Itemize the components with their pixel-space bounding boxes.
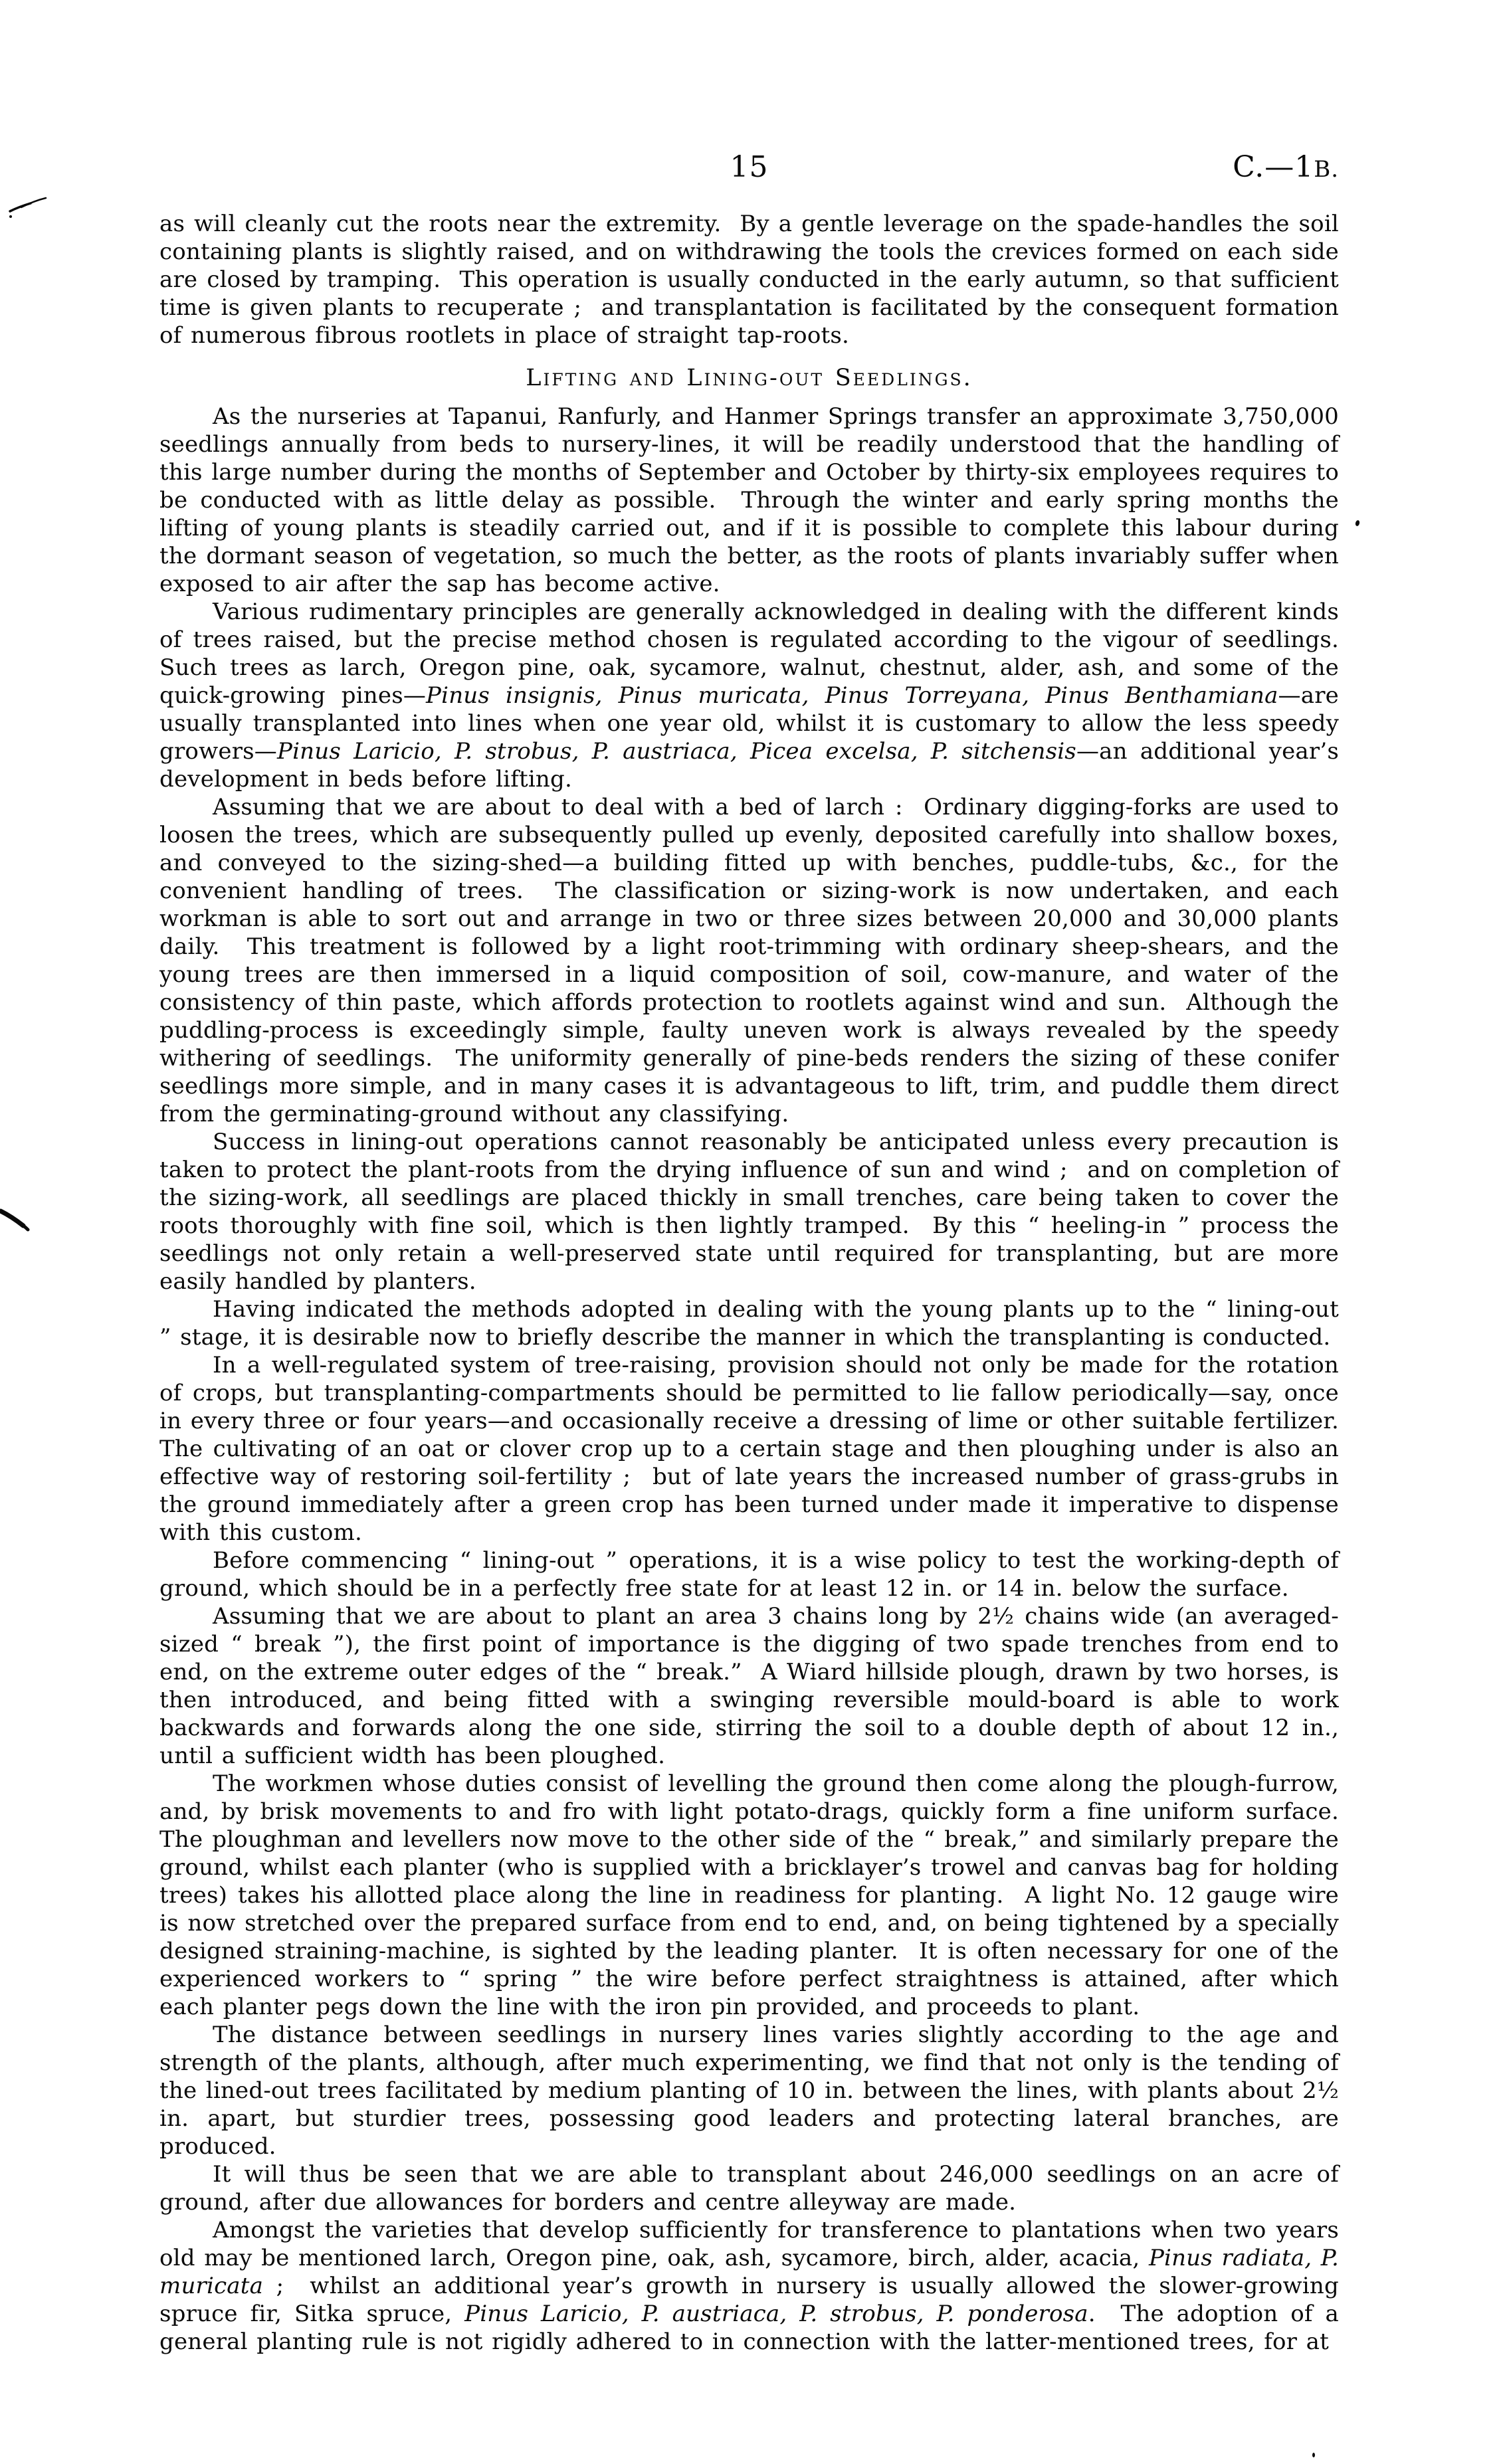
text-run: Success in lining-out operations cannot reasonably be anticipated unless every precaution is taken to protect the plant-roots from the drying influence of sun and wind ; and on completion of the sizing-work, all seedlings are placed thickly in small trenches, care being taken to cover the roots thoroughly with fine soil, which is then lightly tramped. By this “ heeling-in ” process the seedlings not only retain a well-preserved state until required for transplanting, but are more easily handled by planters.	[159, 1129, 1348, 1295]
text-run: As the nurseries at Tapanui, Ranfurly, and Hanmer Springs transfer an approximate 3,750,000 seedlings annually from beds to nursery-lines, it will be readily understood that the handling of this large number during the months of September and October by thirty-six employees requires to be conducted with as little delay as possible. Through the winter and early spring months the lifting of young plants is steadily carried out, and if it is possible to complete this labour during the dormant season of vegetation, so much the better, as the roots of plants invariably suffer when exposed to air after the sap has become active.	[159, 403, 1348, 597]
paragraph-nurseries-transfer	[159, 403, 1348, 598]
text-run: Amongst the varieties that develop sufficiently for transference to plantations when two years old may be mentioned larch, Oregon pine, oak, ash, sycamore, birch, alder, acacia,	[159, 2217, 1348, 2271]
paragraph-workmen-levelling	[159, 1770, 1357, 2021]
text-run: —an additional year’s development in beds before lifting.	[159, 738, 1348, 793]
document-reference-suffix: B.	[1314, 156, 1339, 183]
text-run: Assuming that we are about to plant an area 3 chains long by 2½ chains wide (an averaged-sized “ break ”), the first point of importance is the digging of two spade trenches from end to end, on the extreme outer edges of the “ break.” A Wiard hillside plough, drawn by two horses, is then introduced, and being fitted with a swinging reversible mould-board is able to work backwards and forwards along the one side, stirring the soil to a double depth of about 12 in., until a sufficient width has been ploughed.	[159, 1603, 1348, 1769]
text-run: Having indicated the methods adopted in dealing with the young plants up to the “ lining-out ” stage, it is desirable now to briefly describe the manner in which the transplanting is conducted.	[159, 1296, 1348, 1351]
ink-speck	[1355, 520, 1360, 526]
text-run: as will cleanly cut the roots near the extremity. By a gentle leverage on the spade-handles the soil containing plants is slightly raised, and on withdrawing the tools the crevices formed on each side are closed by tramping. This operation is usually conducted in the early autumn, so that sufficient time is given plants to recuperate ; and transplantation is facilitated by the consequent formation of numerous fibrous rootlets in place of straight tap-roots.	[159, 211, 1348, 349]
species-name-italic: Pinus insignis, Pinus muricata, Pinus Torreyana, Pinus Benthamiana	[426, 682, 1278, 709]
text-run: —are usually transplanted into lines when one year old, whilst it is customary to allow the less speedy growers—	[159, 682, 1348, 765]
paragraph-rotation-of-crops	[159, 1351, 1357, 1547]
paragraph-working-depth	[159, 1547, 1348, 1602]
handwritten-margin-mark-left	[0, 1206, 33, 1237]
text-run: It will thus be seen that we are able to transplant about 246,000 seedlings on an acre of ground, after due allowances for borders and centre alleyway are made.	[159, 2161, 1348, 2216]
paragraph-lining-out-success	[159, 1128, 1348, 1295]
section-heading	[159, 364, 1339, 392]
text-run: Lifting and Lining-out Seedlings.	[526, 365, 973, 391]
text-run: In a well-regulated system of tree-raising, provision should not only be made for the rotation of crops, but transplanting-compartments should be permitted to lie fallow periodically—say, once in every three or four years—and occasionally receive a dressing of lime or other suitable fertilizer. The cultivating of an oat or clover crop up to a certain stage and then ploughing under is also an effective way of restoring soil-fertility ; but of late years the increased number of grass-grubs in the ground immediately after a green crop has been turned under made it imperative to dispense with this custom.	[159, 1352, 1357, 1546]
text-run: The workmen whose duties consist of levelling the ground then come along the plough-furrow, and, by brisk movements to and fro with light potato-drags, quickly form a fine uniform surface. The ploughman and levellers now move to the other side of the “ break,” and similarly prepare the ground, whilst each planter (who is supplied with a bricklayer’s trowel and canvas bag for holding trees) takes his allotted place along the line in readiness for planting. A light No. 12 gauge wire is now stretched over the prepared surface from end to end, and, on being tightened by a specially designed straining-machine, is sighted by the leading planter. It is often necessary for one of the experienced workers to “ spring ” the wire before perfect straightness is attained, after which each planter pegs down the line with the iron pin provided, and proceeds to plant.	[159, 1770, 1357, 2020]
text-run: Before commencing “ lining-out ” operations, it is a wise policy to test the working-depth of ground, which should be in a perfectly free state for at least 12 in. or 14 in. below the surface.	[159, 1547, 1348, 1602]
paragraph-seedling-distance	[159, 2021, 1348, 2160]
paragraph-rudimentary-principles	[159, 598, 1357, 793]
text-run: Assuming that we are about to deal with a bed of larch : Ordinary digging-forks are used to loosen the trees, which are subsequently pulled up evenly, deposited carefully into shallow boxes, and conveyed to the sizing-shed—a building fitted up with benches, puddle-tubs, &c., for the convenient handling of trees. The classification or sizing-work is now undertaken, and each workman is able to sort out and arrange in two or three sizes between 20,000 and 30,000 plants daily. This treatment is followed by a light root-trimming with ordinary sheep-shears, and the young trees are then immersed in a liquid composition of soil, cow-manure, and water of the consistency of thin paste, which affords protection to rootlets against wind and sun. Although the puddling-process is exceedingly simple, faulty uneven work is always revealed by the speedy withering of seedlings. The uniformity generally of pine-beds renders the sizing of these conifer seedlings more simple, and in many cases it is advantageous to lift, trim, and puddle them direct from the germinating-ground without any classifying.	[159, 794, 1348, 1127]
text-run: . The adoption of a general planting rule is not rigidly adhered to in connection with the latter-mentioned trees, for at	[159, 2301, 1348, 2355]
page-header	[159, 150, 1339, 190]
text-run: ; whilst an additional year’s growth in nursery is usually allowed the slower-growing spruce fir, Sitka spruce,	[159, 2273, 1348, 2327]
paragraph-methods-indicated	[159, 1295, 1348, 1351]
species-name-italic: Pinus Laricio, P. strobus, P. austriaca, Picea excelsa, P. sitchensis	[277, 738, 1076, 765]
ink-speck	[1312, 2453, 1315, 2457]
handwritten-margin-mark-top-left	[8, 194, 49, 221]
document-reference	[1233, 150, 1339, 184]
species-name-italic: Pinus radiata, P. muricata	[159, 2245, 1348, 2299]
species-name-italic: Pinus Laricio, P. austriaca, P. strobus, P. ponderosa	[464, 2301, 1088, 2327]
page-number: 15	[730, 150, 769, 184]
text-run: The distance between seedlings in nursery lines varies slightly according to the age and strength of the plants, although, after much experimenting, we find that not only is the tending of the lined-out trees facilitated by medium planting of 10 in. between the lines, with plants about 2½ in. apart, but sturdier trees, possessing good leaders and protecting lateral branches, are produced.	[159, 2022, 1348, 2160]
paragraph-spade-lifting	[159, 210, 1348, 349]
document-body	[159, 210, 1357, 2356]
paragraph-varieties	[159, 2216, 1348, 2356]
text-run: Various rudimentary principles are generally acknowledged in dealing with the different kinds of trees raised, but the precise method chosen is regulated according to the vigour of seedlings. Such trees as larch, Oregon pine, oak, sycamore, walnut, chestnut, alder, ash, and some of the quick-growing pines—	[159, 599, 1357, 709]
paragraph-bed-of-larch	[159, 793, 1348, 1128]
paragraph-plough-break	[159, 1602, 1348, 1770]
paragraph-transplant-per-acre	[159, 2160, 1348, 2216]
document-reference-main: C.—1	[1233, 150, 1314, 184]
